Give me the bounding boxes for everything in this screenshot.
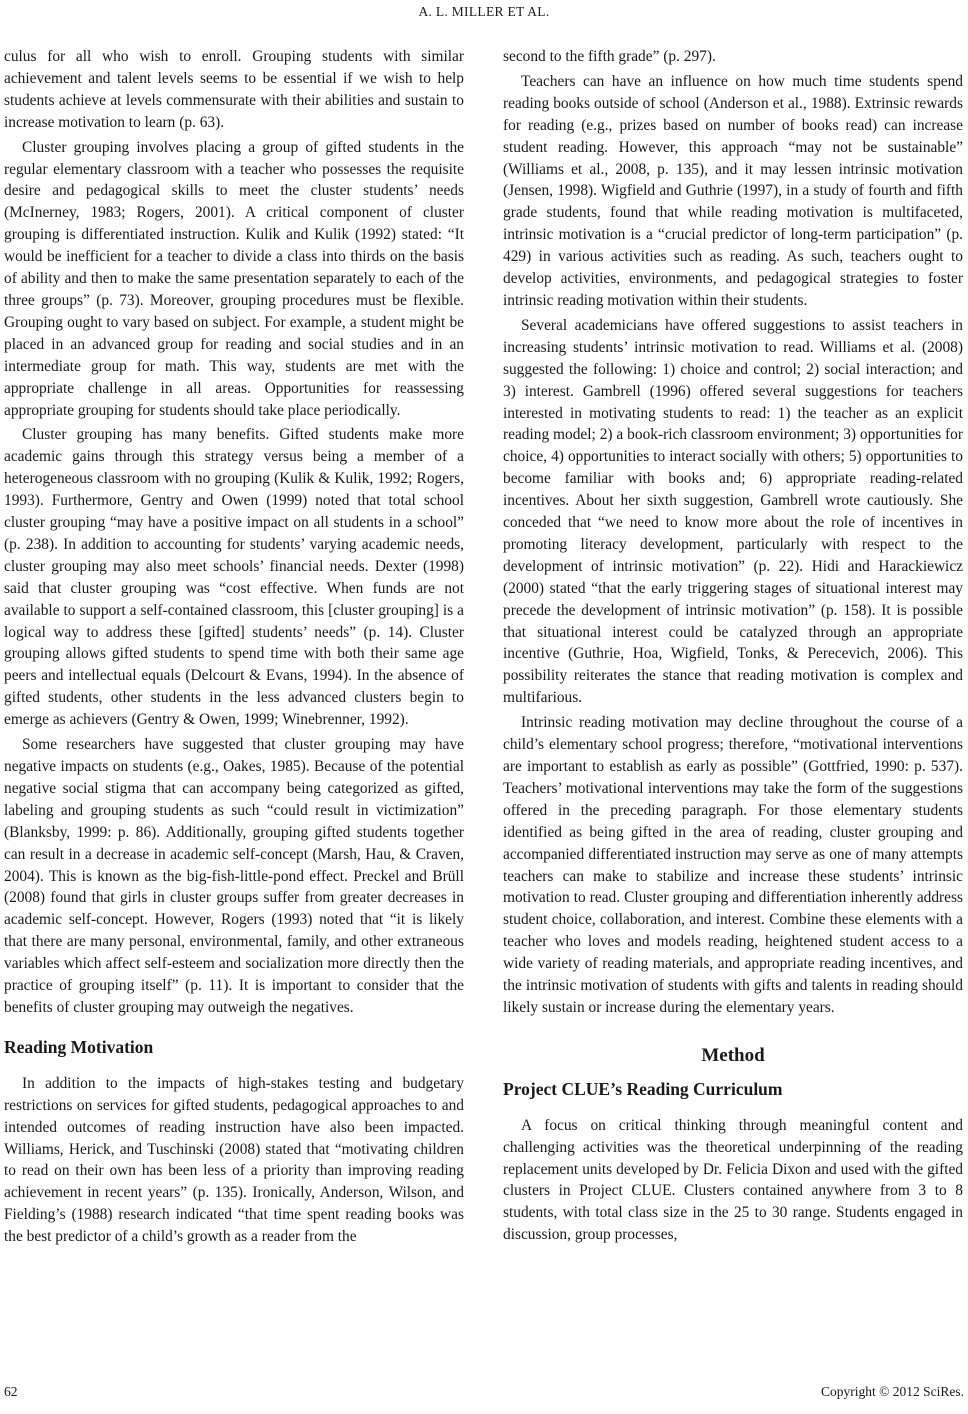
paragraph: In addition to the impacts of high-stakes testing and budgetary restrictions on services for gifted students, pedagogical approaches to and intended outcomes of reading instruction have also been impacted. Williams, Herick, and Tuschinski (2008) stated that “motivating children to read on their own has been less of a priority than improving reading achievement in recent years” (p. 135). Ironically, Anderson, Wilson, and Fielding’s (1988) research indicated “that time spent reading books was the best predictor of a child’s growth as a reader from the — [4, 1074, 464, 1246]
paragraph: Teachers can have an influence on how much time students spend reading books outside of school (Anderson et al., 1988). Extrinsic rewards for reading (e.g., prizes based on number of books read) can increase student reading. However, this approach “may not be sustainable” (Williams et al., 2008, p. 135), and it may lessen intrinsic motivation (Jensen, 1998). Wigfield and Guthrie (1997), in a study of fourth and fifth grade students, found that while reading motivation is multifaceted, intrinsic motivation is a “crucial predictor of long-term participation” (p. 429) in various activities such as reading. As such, teachers ought to develop activities, environments, and pedagogical strategies to foster intrinsic reading motivation within their students. — [503, 72, 963, 309]
method-heading: Method — [701, 1044, 765, 1066]
paragraph: second to the fifth grade” (p. 297). — [503, 48, 716, 65]
left-column — [4, 46, 464, 1248]
subsection-heading: Project CLUE’s Reading Curriculum — [503, 1078, 783, 1099]
page-number: 62 — [4, 1384, 18, 1399]
copyright-notice: Copyright © 2012 SciRes. — [820, 1384, 964, 1399]
running-head: A. L. MILLER ET AL. — [418, 4, 550, 19]
paragraph: Cluster grouping has many benefits. Gifted students make more academic gains through this strategy versus being a member of a heterogeneous classroom with no grouping (Kulik & Kulik, 1992; Rogers, 1993). Furthermore, Gentry and Owen (1999) noted that total school cluster grouping “may have a positive impact on all students in a school” (p. 238). In addition to accounting for students’ varying academic needs, cluster grouping may also meet schools’ financial needs. Dexter (1998) said that cluster grouping was “cost effective. When funds are not available to support a self-contained classroom, this [cluster grouping] is a logical way to address these [gifted] students’ needs” (p. 14). Cluster grouping allows gifted students to spend time with both their same age peers and intellectual equals (Delcourt & Evans, 1994). In the absence of gifted students, other students in the less advanced clusters begin to emerge as achievers (Gentry & Owen, 1999; Winebrenner, 1992). — [4, 426, 464, 729]
paragraph: A focus on critical thinking through meaningful content and challenging activities was the theoretical underpinning of the reading replacement units developed by Dr. Felicia Dixon and used with the gifted clusters in Project CLUE. Clusters contained anywhere from 3 to 8 students, with total class size in the 25 to 30 range. Students engaged in discussion, group processes, — [503, 1116, 963, 1244]
section-heading: Reading Motivation — [4, 1036, 154, 1057]
paragraph: Cluster grouping involves placing a group of gifted students in the regular elementary classroom with a teacher who possesses the requisite desire and pedagogical skills to meet the cluster students’ needs (McInerney, 1983; Rogers, 2001). A critical component of cluster grouping is differentiated instruction. Kulik and Kulik (1992) stated: “It would be inefficient for a teacher to divide a class into thirds on the basis of ability and then to make the same presentation separately to each of the three groups” (p. 73). Moreover, grouping procedures must be flexible. Grouping ought to vary based on subject. For example, a student might be placed in an advanced group for reading and social studies and in an intermediate group for math. This way, students are met with the appropriate challenge in all areas. Opportunities for reassessing appropriate grouping for students should take place periodically. — [4, 138, 464, 419]
paragraph: Intrinsic reading motivation may decline throughout the course of a child’s elementary school progress; therefore, “motivational interventions are important to establish as early as possible” (Gottfried, 1990: p. 537). Teachers’ motivational interventions may take the form of the suggestions offered in the preceding paragraph. For those elementary students identified as being gifted in the area of reading, cluster grouping and accompanied differentiated instruction may serve as one of many attempts teachers can make to stabilize and increase these students’ intrinsic motivation to read. Cluster grouping and differentiation inherently address student choice, collaboration, and interest. Combine these elements with a teacher who loves and models reading, heightened student access to a wide variety of reading materials, and appropriate reading incentives, and the intrinsic motivation of students with gifts and talents in reading should likely sustain or increase during the elementary years. — [503, 714, 963, 1016]
right-column — [503, 46, 963, 1246]
paragraph: culus for all who wish to enroll. Grouping students with similar achievement and talent levels seems to be essential if we wish to help students achieve at levels commensurate with their abilities and sustain to increase motivation to learn (p. 63). — [4, 48, 464, 131]
paragraph: Some researchers have suggested that cluster grouping may have negative impacts on students (e.g., Oakes, 1985). Because of the potential negative social stigma that can accompany being categorized as gifted, labeling and grouping students as such “could result in victimization” (Blanksby, 1999: p. 86). Additionally, grouping gifted students together can result in a decrease in academic self-concept (Marsh, Hau, & Craven, 2004). This is known as the big-fish-little-pond effect. Preckel and Brüll (2008) found that girls in cluster groups suffer from greater decreases in academic self-concept. However, Rogers (1993) noted that “it is likely that there are many personal, environmental, family, and other extraneous variables which affect self-esteem and socialization more directly then the practice of grouping itself” (p. 11). It is important to consider that the benefits of cluster grouping may outweigh the negatives. — [4, 736, 464, 1016]
paragraph: Several academicians have offered suggestions to assist teachers in increasing students’ intrinsic motivation to read. Williams et al. (2008) suggested the following: 1) choice and control; 2) social interaction; and 3) interest. Gambrell (1996) offered several suggestions for teachers interested in motivating students to read: 1) the teacher as an explicit reading model; 2) a book-rich classroom environment; 3) opportunities for choice, 4) opportunities to interact socially with others; 5) opportunities to become familiar with books and; 6) appropriate reading-related incentives. About her sixth suggestion, Gambrell wrote cautiously. She conceded that “we need to know more about the role of incentives in promoting literacy development, particularly with respect to the development of intrinsic motivation” (p. 22). Hidi and Harackiewicz (2000) stated “that the early triggering stages of situational interest may precede the development of intrinsic motivation” (p. 158). It is possible that situational interest could be catalyzed through an appropriate incentive (Guthrie, Hoa, Wigfield, Tonks, & Perecevich, 2006). This possibility reiterates the stance that reading motivation is complex and multifarious. — [503, 316, 963, 707]
